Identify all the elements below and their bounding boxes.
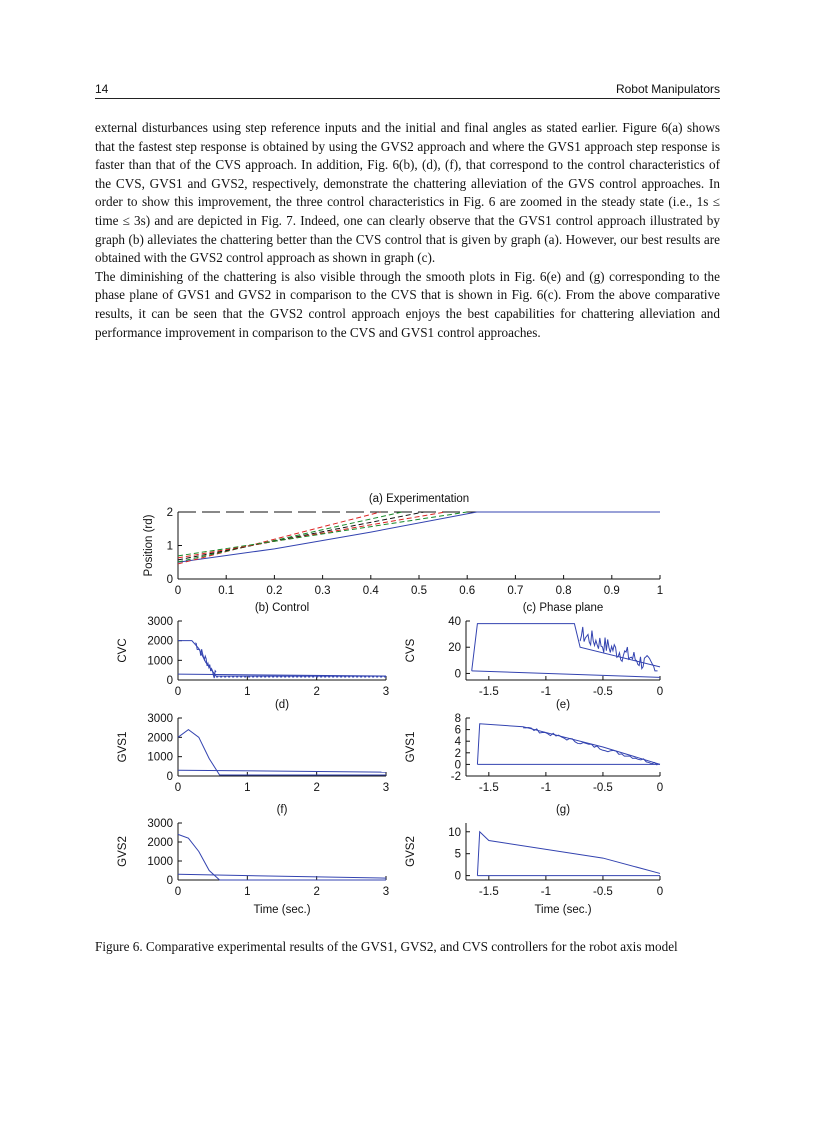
chart-title: (e) — [555, 699, 571, 711]
x-tick-label: 0.6 — [459, 585, 476, 597]
y-axis-label: GVS2 — [405, 836, 417, 867]
chart-panel-6 — [466, 823, 660, 880]
chart-panel-1 — [178, 621, 386, 680]
x-tick-label: 1 — [244, 686, 251, 698]
y-tick-label: 1000 — [147, 655, 173, 668]
y-tick-label: 3000 — [147, 616, 173, 628]
paragraph-2: The diminishing of the chattering is also visible through the smooth plots in Fig. 6(e) and (g) corresponding to the phase plane of GVS1 and GVS2 in comparison to the CVS that is shown in Fig. 6(c). From the above comparative results, it can be seen that the GVS2 control approach enjoys the best capabilities for chattering alleviation and performance improvement in comparison to the CVS and GVS1 control approaches. — [95, 268, 720, 340]
series-line-gvs2 — [178, 834, 386, 880]
x-tick-label: 2 — [313, 886, 320, 898]
y-tick-label: 4 — [454, 736, 461, 749]
phase-return — [472, 671, 660, 678]
y-tick-label: 0 — [454, 668, 461, 681]
chart-title: (b) Control — [254, 602, 310, 614]
y-tick-label: 0 — [166, 771, 173, 783]
step-response-trace — [178, 512, 380, 564]
x-tick-label: 0.4 — [362, 585, 379, 597]
x-tick-label: -1 — [540, 782, 551, 794]
y-axis-label: GVS1 — [405, 731, 417, 763]
y-tick-label: 2 — [166, 507, 173, 519]
y-tick-label: 10 — [448, 826, 461, 839]
step-response-trace — [178, 512, 402, 562]
x-tick-label: 0.5 — [411, 585, 427, 597]
x-tick-label: -0.5 — [593, 886, 613, 898]
y-tick-label: 6 — [454, 724, 461, 737]
x-tick-label: 0 — [174, 782, 182, 794]
x-tick-label: -1.5 — [478, 886, 499, 898]
y-tick-label: 0 — [166, 675, 173, 687]
figure-caption: Figure 6. Comparative experimental results of the GVS1, GVS2, and CVS controllers for the robot axis model — [95, 939, 678, 954]
chart-title: (d) — [274, 699, 290, 711]
y-axis-label: GVS1 — [117, 731, 129, 763]
x-axis-label: Time (sec.) — [253, 904, 311, 916]
y-tick-label: 5 — [454, 848, 461, 861]
control-baseline — [178, 874, 386, 878]
x-tick-label: -1.5 — [478, 686, 499, 698]
y-tick-label: 2000 — [147, 635, 173, 648]
x-tick-label: -1.5 — [478, 782, 499, 794]
x-tick-label: 1 — [244, 782, 251, 794]
y-axis-label: GVS2 — [117, 836, 129, 867]
y-axis-label: CVC — [117, 638, 129, 663]
x-tick-label: 0 — [656, 686, 664, 698]
chart-panel-5 — [178, 823, 386, 880]
y-tick-label: 3000 — [147, 713, 173, 725]
chattering-trace — [580, 627, 657, 671]
x-tick-label: 3 — [382, 686, 390, 698]
x-tick-label: 3 — [382, 886, 390, 898]
y-tick-label: 1 — [166, 540, 173, 553]
phase-trace — [523, 728, 657, 766]
x-tick-label: 0 — [174, 585, 182, 597]
x-tick-label: -0.5 — [593, 782, 613, 794]
y-tick-label: 8 — [454, 713, 461, 725]
chart-title: (c) Phase plane — [522, 602, 604, 614]
x-tick-label: 0 — [656, 782, 664, 794]
chart-panel-2 — [466, 621, 660, 680]
y-tick-label: 0 — [166, 875, 173, 887]
running-title: Robot Manipulators — [615, 82, 720, 96]
page-number: 14 — [95, 82, 109, 96]
x-tick-label: 0.3 — [314, 585, 331, 597]
x-tick-label: -1 — [540, 886, 551, 898]
y-axis-label: CVS — [405, 638, 417, 663]
step-response-trace — [178, 512, 467, 556]
series-line-cvc — [178, 641, 386, 676]
series-line-cvs — [472, 624, 660, 671]
y-tick-label: 2000 — [147, 837, 173, 849]
x-tick-label: 0.9 — [603, 585, 620, 597]
x-tick-label: 0 — [174, 886, 182, 898]
y-tick-label: 0 — [454, 759, 461, 772]
y-tick-label: 0 — [454, 870, 461, 883]
series-line-gvs1 — [178, 730, 386, 775]
x-tick-label: 1 — [244, 886, 251, 898]
y-tick-label: 1000 — [147, 751, 173, 764]
x-tick-label: 2 — [313, 782, 320, 794]
chart-panel-3 — [178, 718, 386, 776]
x-tick-label: 1 — [656, 585, 664, 597]
chart-title: (a) Experimentation — [368, 493, 470, 505]
x-tick-label: 0.2 — [266, 585, 283, 597]
x-tick-label: -1 — [540, 686, 551, 698]
y-tick-label: 3000 — [147, 818, 173, 830]
control-baseline — [178, 770, 386, 772]
chart-title: (f) — [276, 804, 288, 816]
y-tick-label: -2 — [450, 771, 461, 783]
x-tick-label: 0 — [656, 886, 664, 898]
y-tick-label: 2 — [454, 747, 461, 760]
x-tick-label: 0 — [174, 686, 182, 698]
chart-title: (g) — [555, 804, 571, 816]
y-axis-label: Position (rd) — [143, 514, 155, 577]
chart-panel-0 — [178, 512, 660, 579]
x-tick-label: 0.7 — [507, 585, 524, 597]
x-tick-label: 2 — [313, 686, 320, 698]
x-axis-label: Time (sec.) — [534, 904, 592, 916]
step-response-trace — [178, 512, 446, 558]
y-tick-label: 20 — [448, 642, 461, 655]
y-tick-label: 2000 — [147, 732, 173, 745]
y-tick-label: 1000 — [147, 856, 173, 868]
x-tick-label: 3 — [382, 782, 390, 794]
chart-panel-4 — [466, 718, 660, 776]
x-tick-label: 0.1 — [218, 585, 235, 597]
series-line-gvs2 — [477, 832, 660, 876]
y-tick-label: 0 — [166, 574, 173, 586]
x-tick-label: 0.8 — [555, 585, 572, 597]
step-response-trace — [178, 512, 424, 560]
y-tick-label: 40 — [448, 616, 461, 628]
x-tick-label: -0.5 — [593, 686, 613, 698]
paragraph-1: external disturbances using step reference inputs and the initial and final angles as stated earlier. Figure 6(a) shows that the fastest step response is obtained by using the GVS2 approach and where the GVS1 approach step response is faster than that of the CVS approach. In addition, Fig. 6(b), (d), (f), that correspond to the control characteristics of the CVS, GVS1 and GVS2, respectively, demonstrate the chattering alleviation of the GVS control approaches. In order to show this improvement, the three control characteristics in Fig. 6 are zoomed in the steady state (i.e., 1s ≤ time ≤ 3s) and are depicted in Fig. 7. Indeed, one can clearly observe that the GVS1 control approach illustrated by graph (b) alleviates the chattering better than the CVS control that is given by graph (a). However, our best results are obtained with the GVS2 control approach as shown in graph (c). — [95, 120, 720, 266]
